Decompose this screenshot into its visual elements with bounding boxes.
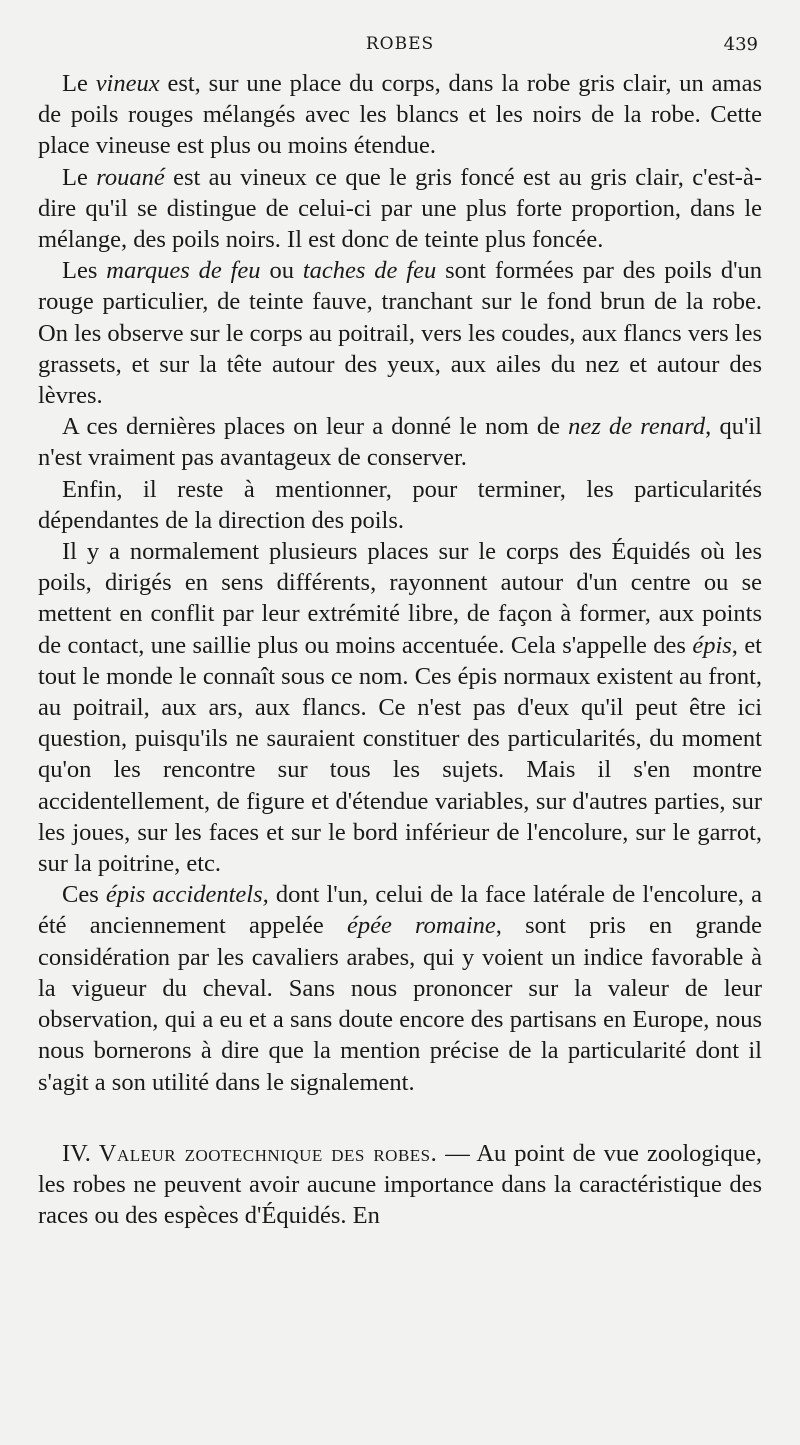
- text-run: Il y a normalement plusieurs places sur le corps des Équidés où les poils, dirigés en sens différents, rayonnent autour d'un centre ou se mettent en conflit par leur extrémité libre, de façon à former, aux points de contact, une saillie plus ou moins accentuée. Cela s'appelle des: [38, 538, 762, 659]
- section-title: Valeur zootechnique des robes.: [98, 1139, 438, 1167]
- paragraph-direction-des-poils: [38, 474, 762, 536]
- italic-term: épis: [692, 631, 732, 659]
- page-header: [0, 34, 800, 58]
- paragraph-epis: [38, 536, 762, 879]
- text-run: Les: [62, 257, 107, 285]
- paragraph-vineux: [38, 68, 762, 162]
- paragraph-epis-accidentels: [38, 879, 762, 1097]
- text-run: sont formées par des poils d'un rouge particulier, de teinte fauve, tranchant sur le fond brun de la robe. On les observe sur le corps au poitrail, vers les coudes, aux flancs vers les grassets, et sur la tête autour des yeux, aux ailes du nez et autour des lèvres.: [38, 257, 763, 410]
- italic-term: vineux: [95, 70, 160, 97]
- text-run: A ces dernières places on leur a donné le nom de: [62, 413, 569, 441]
- italic-term: taches de feu: [302, 257, 437, 285]
- running-head: ROBES: [365, 34, 435, 54]
- text-run: , sont pris en grande considération par les cavaliers arabes, qui y voient un indice favorable à la vigueur du cheval. Sans nous prononcer sur la valeur de leur observation, qui a eu et a sans doute encore des partisans en Europe, nous nous bornerons à dire que la mention précise de la particularité dont il s'agit a son utilité dans le signalement.: [38, 912, 762, 1096]
- page-number: 439: [723, 34, 758, 55]
- paragraph-rouane: [38, 162, 762, 256]
- text-run: Le: [62, 163, 97, 191]
- text-run: dont l'un, celui de la face latérale de l'encolure, a été anciennement appelée: [38, 881, 762, 940]
- text-run: , et tout le monde le connaît sous ce nom. Ces épis normaux existent au front, au poitrail, aux ars, aux flancs. Ce n'est pas d'eux qu'il peut être ici question, puisqu'ils ne sauraient constituer des particularités, du moment qu'on les rencontre sur tous les sujets. Mais il s'en montre accidentellement, de figure et d'étendue variables, sur d'autres parties, sur les joues, sur les faces et sur le bord inférieur de l'encolure, sur le garrot, sur la poitrine, etc.: [38, 631, 762, 878]
- italic-term: épis accidentels,: [105, 881, 269, 909]
- text-run: Le: [62, 70, 96, 97]
- text-run: — Au point de vue zoologique, les robes ne peuvent avoir aucune importance dans la caractéristique des races ou des espèces d'Équidés. En: [38, 1139, 762, 1230]
- text-run: ou: [260, 257, 303, 285]
- italic-term: épée romaine: [346, 912, 496, 940]
- text-run: est au vineux ce que le gris foncé est au gris clair, c'est-à-dire qu'il se distingue de celui-ci par une plus forte proportion, dans le mélange, des poils noirs. Il est donc de teinte plus foncée.: [38, 163, 762, 254]
- paragraph-marques-de-feu: [38, 255, 762, 411]
- italic-term: marques de feu: [106, 257, 261, 285]
- text-run: est, sur une place du corps, dans la robe gris clair, un amas de poils rouges mélangés avec les blancs et les noirs de la robe. Cette place vineuse est plus ou moins étendue.: [38, 70, 762, 160]
- text-run: Ces: [62, 881, 106, 909]
- italic-term: rouané: [96, 163, 165, 191]
- italic-term: nez de renard: [568, 413, 706, 441]
- page-body: [38, 68, 762, 1231]
- text-run: , qu'il n'est vraiment pas avantageux de conserver.: [38, 413, 762, 472]
- section-heading-paragraph: [38, 1138, 762, 1232]
- paragraph-nez-de-renard: [38, 411, 762, 473]
- text-run: Enfin, il reste à mentionner, pour terminer, les particularités dépendantes de la direction des poils.: [38, 475, 762, 534]
- section-number: IV.: [62, 1139, 99, 1167]
